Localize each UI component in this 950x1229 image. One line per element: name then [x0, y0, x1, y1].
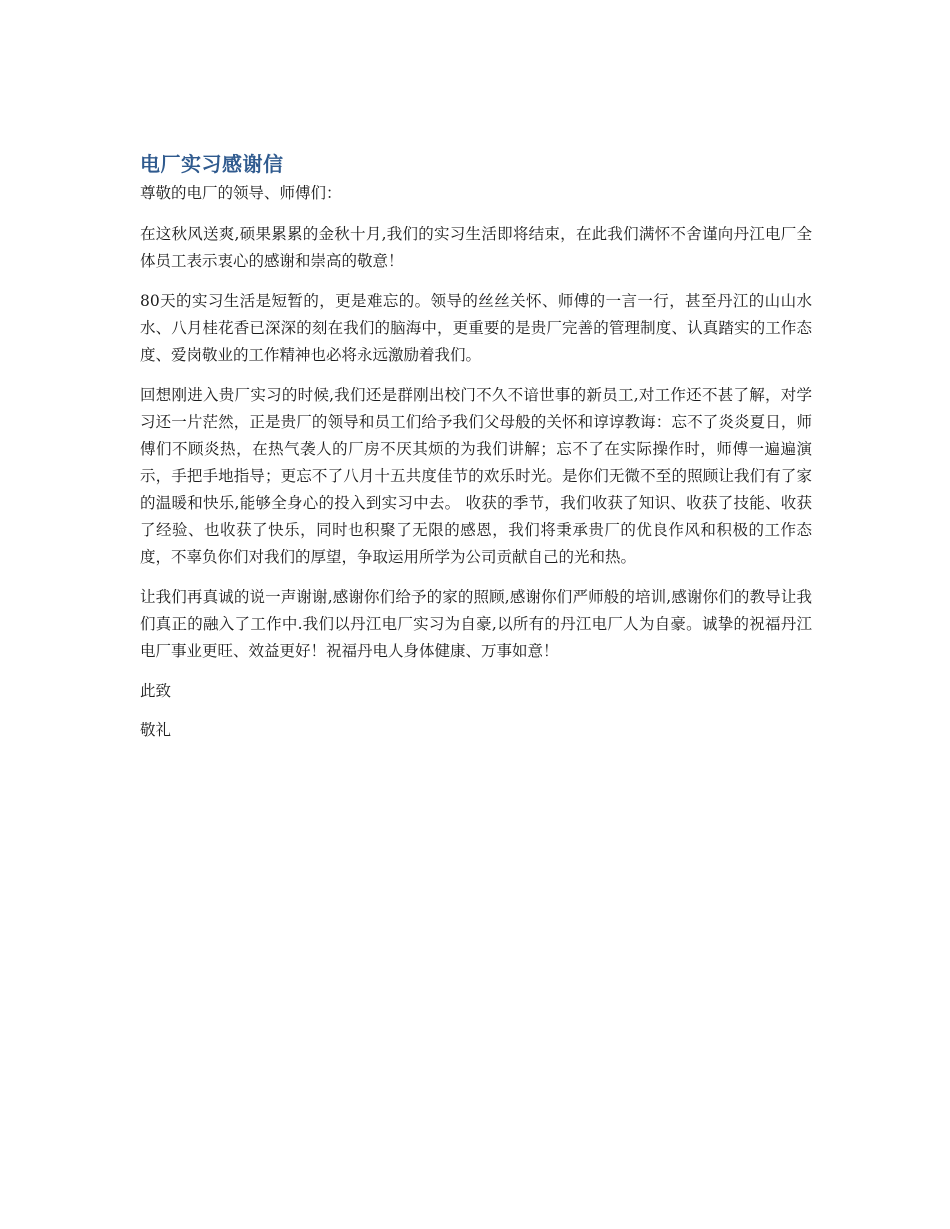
paragraph-recollection: 回想刚进入贵厂实习的时候,我们还是群刚出校门不久不谙世事的新员工,对工作还不甚了解，对学习还一片茫然，正是贵厂的领导和员工们给予我们父母般的关怀和谆谆教诲：忘不了炎炎夏日，师傅们不顾炎热，在热气袭人的厂房不厌其烦的为我们讲解；忘不了在实际操作时，师傅一遍遍演示，手把手地指导；更忘不了八月十五共度佳节的欢乐时光。是你们无微不至的照顾让我们有了家的温暖和快乐,能够全身心的投入到实习中去。 收获的季节，我们收获了知识、收获了技能、收获了经验、也收获了快乐，同时也积聚了无限的感恩，我们将秉承贵厂的优良作风和积极的工作态度，不辜负你们对我们的厚望，争取运用所学为公司贡献自己的光和热。	[140, 386, 812, 566]
closing-jingli: 敬礼	[140, 721, 172, 739]
letter-page	[140, 148, 812, 756]
paragraph-80-days: 80天的实习生活是短暂的，更是难忘的。领导的丝丝关怀、师傅的一言一行，甚至丹江的山山水水、八月桂花香已深深的刻在我们的脑海中，更重要的是贵厂完善的管理制度、认真踏实的工作态度、爱岗敬业的工作精神也必将永远激励着我们。	[140, 292, 812, 364]
paragraph-thanks: 让我们再真诚的说一声谢谢,感谢你们给予的家的照顾,感谢你们严师般的培训,感谢你们的教导让我们真正的融入了工作中.我们以丹江电厂实习为自豪,以所有的丹江电厂人为自豪。诚挚的祝福丹江电厂事业更旺、效益更好！祝福丹电人身体健康、万事如意！	[140, 588, 812, 660]
salutation: 尊敬的电厂的领导、师傅们：	[140, 184, 342, 202]
page-title: 电厂实习感谢信	[140, 152, 284, 176]
closing-cizhi: 此致	[140, 682, 172, 700]
paragraph-opening: 在这秋风送爽,硕果累累的金秋十月,我们的实习生活即将结束，在此我们满怀不舍谨向丹江电厂全体员工表示衷心的感谢和崇高的敬意！	[140, 225, 812, 270]
